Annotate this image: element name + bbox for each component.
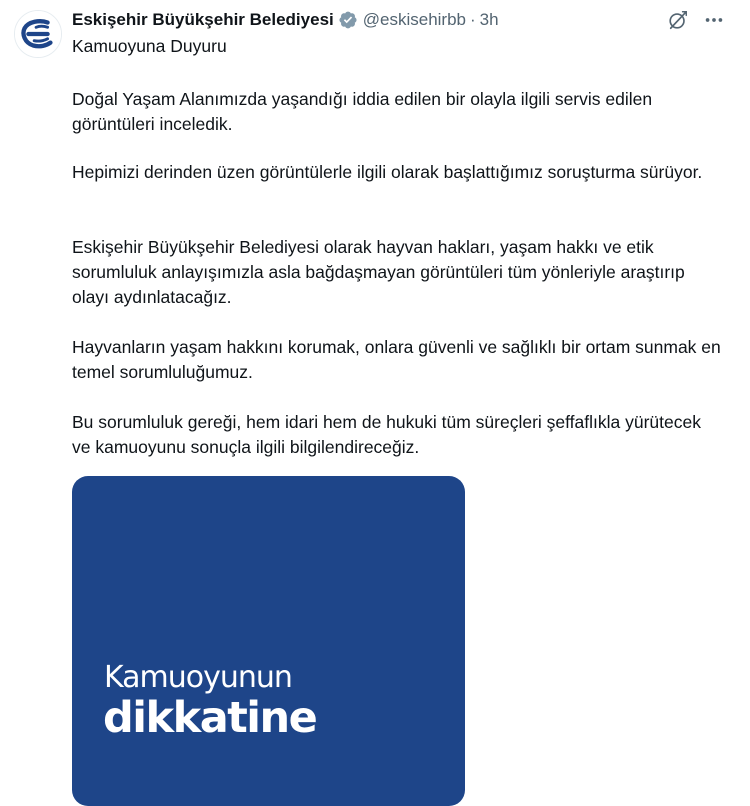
verified-badge-icon	[338, 10, 358, 30]
display-name[interactable]: Eskişehir Büyükşehir Belediyesi	[72, 10, 334, 29]
tweet-paragraph: Doğal Yaşam Alanımızda yaşandığı iddia edilen bir olayla ilgili servis edilen görüntüleri inceledik.	[72, 89, 653, 134]
grok-icon	[667, 9, 689, 31]
image-text-line2: dikkatine	[103, 693, 317, 743]
tweet-header	[72, 9, 499, 31]
tweet-title: Kamuoyuna Duyuru	[72, 36, 227, 56]
more-icon	[703, 9, 725, 31]
tweet-image[interactable]	[72, 476, 465, 806]
avatar[interactable]	[14, 10, 62, 58]
image-text-line1: Kamuoyunun	[104, 660, 292, 695]
more-button[interactable]	[700, 6, 728, 34]
timestamp[interactable]: 3h	[479, 10, 499, 29]
separator-dot: ·	[470, 10, 476, 29]
tweet-paragraph: Hepimizi derinden üzen görüntülerle ilgili olarak başlattığımız soruşturma sürüyor.	[72, 162, 703, 182]
user-handle[interactable]: @eskisehirbb	[362, 10, 466, 29]
tweet-paragraph: Hayvanların yaşam hakkını korumak, onlara güvenli ve sağlıklı bir ortam sunmak en temel sorumluluğumuz.	[72, 337, 721, 382]
tweet-paragraph: Eskişehir Büyükşehir Belediyesi olarak hayvan hakları, yaşam hakkı ve etik sorumluluk anlayışımızla asla bağdaşmayan görüntüleri tüm yönleriyle araştırıp olayı aydınlatacağız.	[72, 237, 685, 307]
tweet-paragraph: Bu sorumluluk gereği, hem idari hem de hukuki tüm süreçleri şeffaflıkla yürütecek ve kamuoyunu sonuçla ilgili bilgilendireceğiz.	[72, 412, 701, 457]
eskisehir-logo-icon	[15, 11, 61, 57]
grok-button[interactable]	[664, 6, 692, 34]
tweet-actions	[656, 6, 728, 34]
